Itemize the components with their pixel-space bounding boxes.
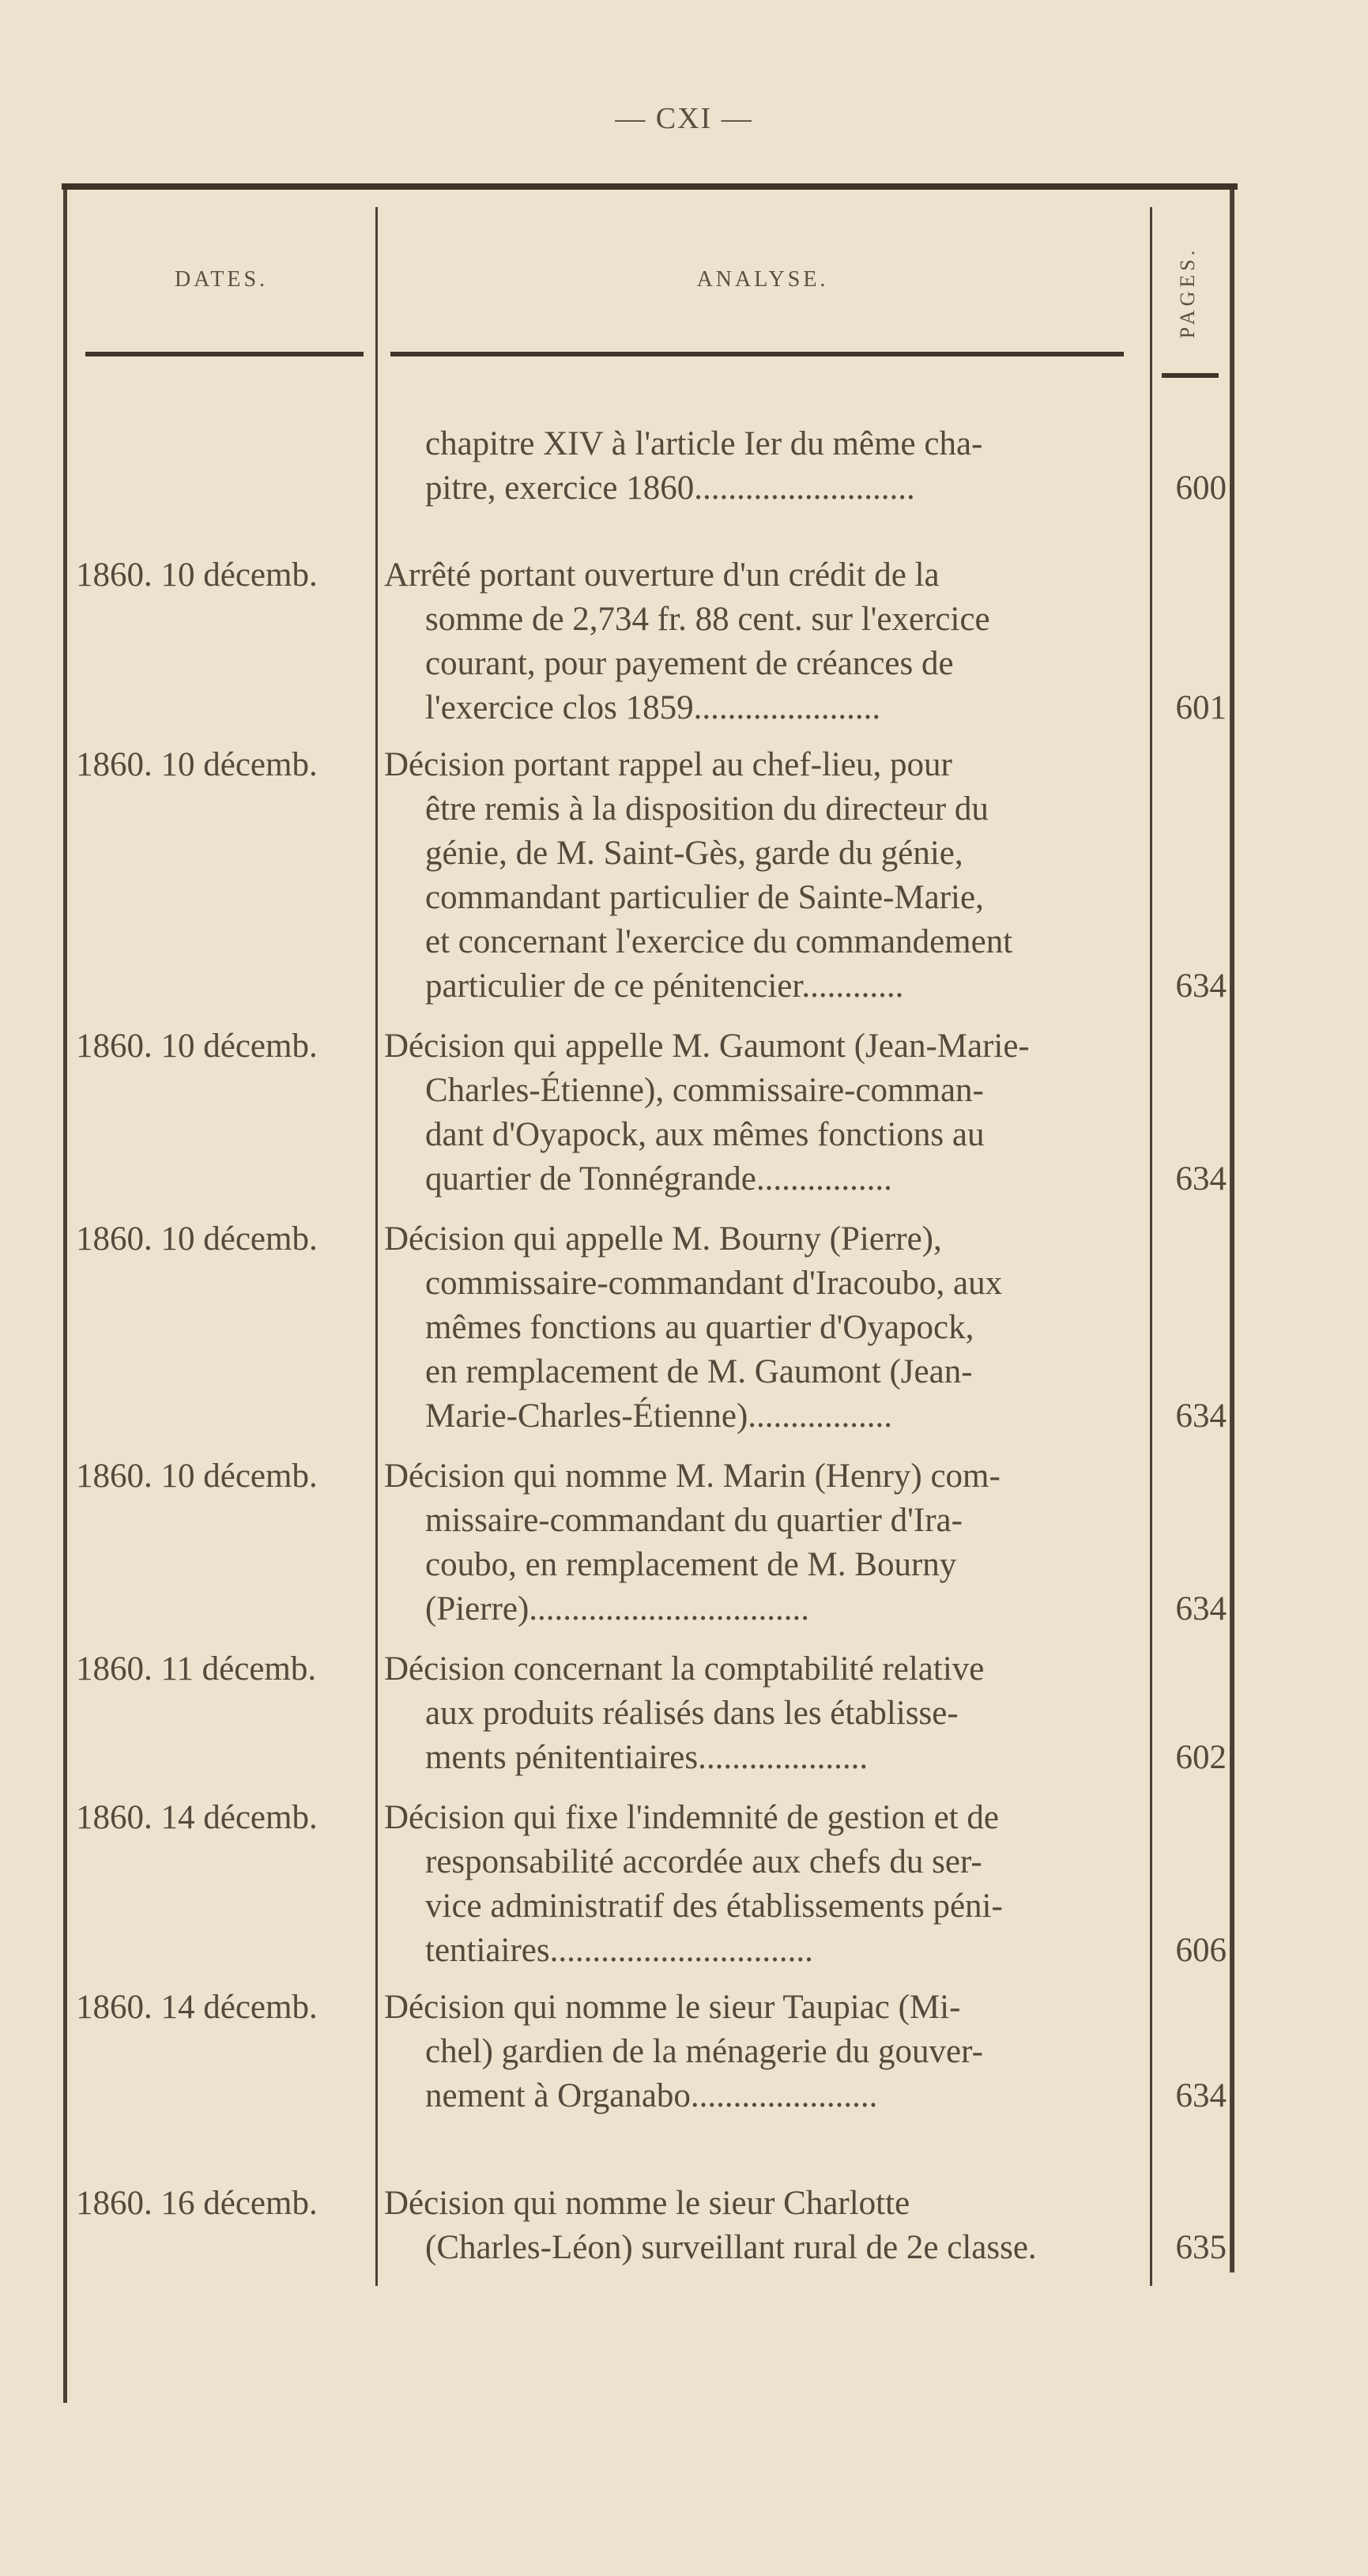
- entry-line: et concernant l'exercice du commandement: [425, 923, 1013, 960]
- entry-line: quartier de Tonnégrande................: [425, 1160, 892, 1197]
- entry-analysis: [384, 1024, 1127, 1201]
- header-rule-pages: [1162, 373, 1219, 378]
- entry-line: courant, pour payement de créances de: [425, 645, 954, 682]
- entry-line: l'exercice clos 1859......................: [425, 689, 881, 726]
- entry-date: 1860. 10 décemb.: [76, 1458, 318, 1495]
- entry-line: nement à Organabo......................: [425, 2077, 878, 2114]
- entry-line: chel) gardien de la ménagerie du gouver-: [425, 2033, 983, 2070]
- entry-analysis: [384, 2182, 1127, 2270]
- entry-line: Décision qui nomme le sieur Taupiac (Mi-: [384, 1989, 961, 2026]
- entry-date: 1860. 14 décemb.: [76, 1989, 318, 2026]
- entry-line: (Charles-Léon) surveillant rural de 2e classe.: [425, 2229, 1037, 2266]
- entry-analysis: [384, 1986, 1127, 2118]
- entry-line: mêmes fonctions au quartier d'Oyapock,: [425, 1309, 974, 1346]
- entry-line: coubo, en remplacement de M. Bourny: [425, 1546, 957, 1583]
- right-border: [1230, 190, 1234, 2272]
- page-header: — CXI —: [615, 102, 753, 135]
- entry-page: 634: [1175, 967, 1227, 1005]
- entry-line: somme de 2,734 fr. 88 cent. sur l'exercice: [425, 601, 990, 638]
- entry-analysis: [384, 1796, 1127, 1973]
- entry-page: 634: [1175, 1160, 1227, 1197]
- entry-line: (Pierre).................................: [425, 1590, 810, 1627]
- entry-page: 606: [1175, 1932, 1227, 1969]
- entry-line: dant d'Oyapock, aux mêmes fonctions au: [425, 1116, 985, 1153]
- entry-line: pitre, exercice 1860..........................: [425, 470, 915, 507]
- column-header-pages-wrap: [1152, 213, 1223, 372]
- header-rule-dates: [85, 352, 364, 356]
- entry-analysis: [384, 1217, 1127, 1439]
- entry-line: Charles-Étienne), commissaire-comman-: [425, 1072, 984, 1109]
- entry-line: Décision portant rappel au chef-lieu, pour: [384, 746, 952, 783]
- entry-line: commissaire-commandant d'Iracoubo, aux: [425, 1265, 1003, 1302]
- entry-date: 1860. 14 décemb.: [76, 1799, 318, 1836]
- analysis-pages-divider: [1150, 207, 1152, 2286]
- entry-line: tentiaires...............................: [425, 1932, 813, 1969]
- entry-line: Décision qui fixe l'indemnité de gestion et de: [384, 1799, 999, 1836]
- entry-date: 1860. 10 décemb.: [76, 1220, 318, 1258]
- entry-line: vice administratif des établissements péni-: [425, 1888, 1003, 1925]
- entry-line: particulier de ce pénitencier............: [425, 967, 904, 1005]
- entry-page: 634: [1175, 1590, 1227, 1627]
- entry-line: Marie-Charles-Étienne).................: [425, 1397, 893, 1435]
- entry-line: Décision qui appelle M. Bourny (Pierre),: [384, 1220, 942, 1258]
- column-header-dates: DATES.: [174, 267, 269, 292]
- entry-analysis: [384, 422, 1127, 511]
- top-rule: [62, 183, 1238, 190]
- entry-analysis: [384, 743, 1127, 1009]
- entry-line: ments pénitentiaires....................: [425, 1739, 869, 1776]
- entry-line: génie, de M. Saint-Gès, garde du génie,: [425, 835, 963, 872]
- entry-line: Arrêté portant ouverture d'un crédit de la: [384, 556, 940, 594]
- entry-date: 1860. 11 décemb.: [76, 1650, 317, 1688]
- entry-line: être remis à la disposition du directeur du: [425, 790, 989, 828]
- entry-date: 1860. 10 décemb.: [76, 556, 318, 594]
- entry-date: 1860. 16 décemb.: [76, 2185, 318, 2222]
- entry-line: Décision qui nomme le sieur Charlotte: [384, 2185, 910, 2222]
- entry-analysis: [384, 1647, 1127, 1780]
- entry-line: missaire-commandant du quartier d'Ira-: [425, 1502, 963, 1539]
- column-header-analysis: ANALYSE.: [696, 267, 829, 292]
- left-border: [63, 190, 67, 2403]
- entry-page: 635: [1175, 2229, 1227, 2266]
- column-header-pages: PAGES.: [1176, 246, 1199, 339]
- entry-analysis: [384, 1454, 1127, 1631]
- entry-page: 602: [1175, 1739, 1227, 1776]
- entry-line: chapitre XIV à l'article Ier du même cha-: [425, 425, 983, 462]
- entry-line: Décision qui nomme M. Marin (Henry) com-: [384, 1458, 1001, 1495]
- entry-date: 1860. 10 décemb.: [76, 746, 318, 783]
- entry-page: 634: [1175, 2077, 1227, 2114]
- entry-line: commandant particulier de Sainte-Marie,: [425, 879, 984, 916]
- entry-line: responsabilité accordée aux chefs du ser-: [425, 1843, 982, 1880]
- entry-page: 600: [1175, 470, 1227, 507]
- entry-analysis: [384, 553, 1127, 730]
- entry-line: Décision concernant la comptabilité relative: [384, 1650, 985, 1688]
- entry-page: 634: [1175, 1397, 1227, 1435]
- entry-date: 1860. 10 décemb.: [76, 1028, 318, 1065]
- entry-page: 601: [1175, 689, 1227, 726]
- header-rule-analysis: [390, 352, 1124, 356]
- entry-line: en remplacement de M. Gaumont (Jean-: [425, 1353, 973, 1390]
- entry-line: aux produits réalisés dans les établisse-: [425, 1695, 959, 1732]
- entry-line: Décision qui appelle M. Gaumont (Jean-Marie-: [384, 1028, 1030, 1065]
